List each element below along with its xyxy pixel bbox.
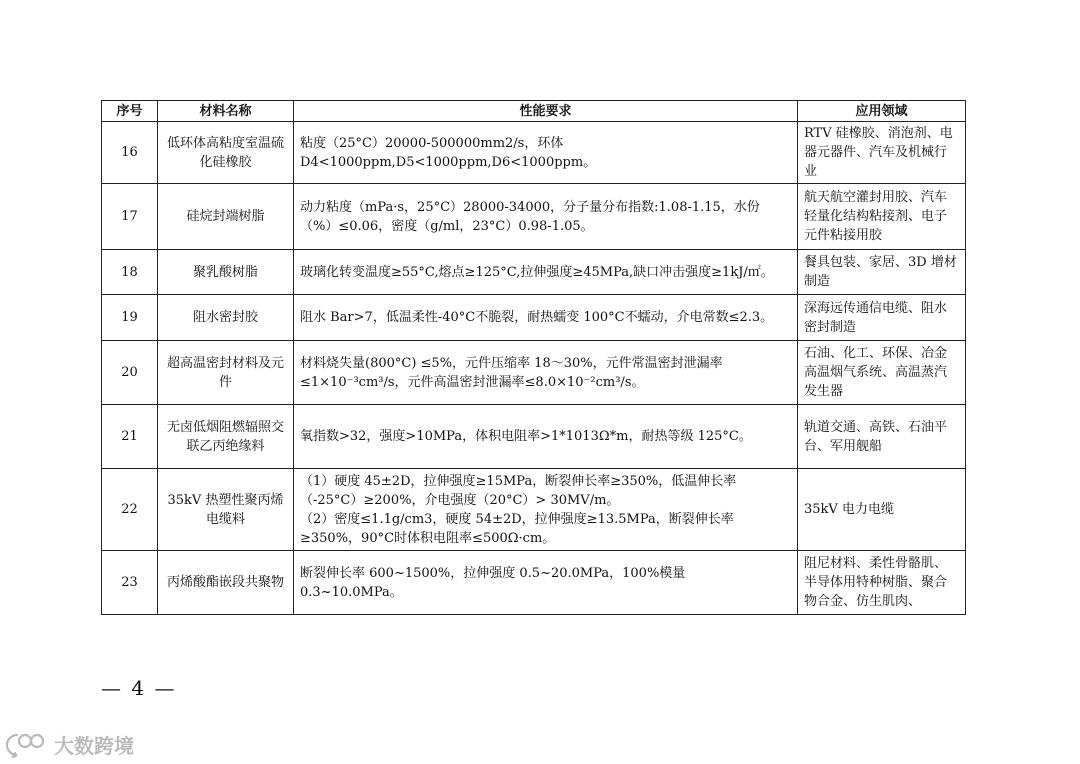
row-number: 20: [102, 341, 158, 405]
performance-text: 粘度（25°C）20000-500000mm2/s，环体: [300, 135, 564, 151]
application-field: RTV 硅橡胶、消泡剂、电器元器件、汽车及机械行业: [798, 122, 966, 184]
header-serial-number: 序号: [102, 101, 158, 122]
row-number: 23: [102, 551, 158, 615]
performance-cell: [294, 551, 798, 615]
row-number: 16: [102, 122, 158, 184]
table-header-row: [102, 101, 966, 122]
row-number: 19: [102, 295, 158, 341]
performance-text: 动力粘度（mPa·s，25°C）28000-34000，分子量分布指数:1.08-1.15，水份（%）≤0.06，密度（g/ml，23°C）0.98-1.05。: [300, 199, 760, 234]
performance-cell: [294, 184, 798, 250]
table-row: [102, 122, 966, 184]
performance-text: （1）硬度 45±2D，拉伸强度≥15MPa，断裂伸长率≥350%，低温伸长率（-25°C）≥200%，介电强度（20°C）> 30MV/m。: [300, 473, 737, 508]
performance-text: 材料烧失量(800°C) ≤5%，元件压缩率 18～30%，元件常温密封泄漏率: [300, 355, 723, 371]
material-name: 超高温密封材料及元件: [158, 341, 294, 405]
row-number: 21: [102, 405, 158, 469]
performance-cell: [294, 341, 798, 405]
performance-text: 断裂伸长率 600~1500%，拉伸强度 0.5~20.0MPa，100%模量 0.3~10.0MPa。: [300, 565, 686, 600]
material-name: 35kV 热塑性聚丙烯电缆料: [158, 469, 294, 551]
application-field: 阻尼材料、柔性骨骼肌、半导体用特种树脂、聚合物合金、仿生肌肉、: [798, 551, 966, 615]
table-row: [102, 295, 966, 341]
table-row: [102, 184, 966, 250]
material-name: 阻水密封胶: [158, 295, 294, 341]
application-field: 深海远传通信电缆、阻水密封制造: [798, 295, 966, 341]
performance-cell: [294, 469, 798, 551]
material-name: 低环体高粘度室温硫化硅橡胶: [158, 122, 294, 184]
table-row: [102, 405, 966, 469]
header-performance-requirements: 性能要求: [294, 101, 798, 122]
material-name: 聚乳酸树脂: [158, 250, 294, 295]
performance-text: ≤1×10⁻³cm³/s，元件高温密封泄漏率≤8.0×10⁻²cm³/s。: [300, 374, 645, 390]
table-row: [102, 551, 966, 615]
row-number: 22: [102, 469, 158, 551]
table-row: [102, 250, 966, 295]
performance-text: 阻水 Bar>7，低温柔性-40°C不脆裂，耐热蠕变 100°C不蠕动，介电常数≤2.3。: [300, 310, 774, 325]
header-material-name: 材料名称: [158, 101, 294, 122]
header-application-field: 应用领域: [798, 101, 966, 122]
performance-text: 氧指数>32，强度>10MPa，体积电阻率>1*1013Ω*m，耐热等级 125°C。: [300, 429, 752, 444]
performance-cell: [294, 295, 798, 341]
performance-text: （2）密度≤1.1g/cm3，硬度 54±2D，拉伸强度≥13.5MPa，断裂伸长率≥350%，90°C时体积电阻率≤500Ω·cm。: [300, 511, 734, 546]
table-row: [102, 341, 966, 405]
material-name: 无卤低烟阻燃辐照交联乙丙绝缘料: [158, 405, 294, 469]
application-field: 航天航空灌封用胶、汽车轻量化结构粘接剂、电子元件粘接用胶: [798, 184, 966, 250]
row-number: 18: [102, 250, 158, 295]
application-field: 轨道交通、高铁、石油平台、军用舰船: [798, 405, 966, 469]
performance-cell: [294, 405, 798, 469]
material-name: 硅烷封端树脂: [158, 184, 294, 250]
performance-text: D4<1000ppm,D5<1000ppm,D6<1000ppm。: [300, 154, 597, 170]
watermark-text: 大数跨境: [54, 734, 134, 758]
application-field: 餐具包装、家居、3D 增材制造: [798, 250, 966, 295]
application-field: 石油、化工、环保、冶金高温烟气系统、高温蒸汽发生器: [798, 341, 966, 405]
watermark: [4, 730, 134, 759]
chat-bubbles-logo-icon: [4, 732, 50, 758]
performance-cell: [294, 122, 798, 184]
materials-table: [101, 100, 966, 615]
page-number: — 4 —: [101, 676, 177, 700]
table-row: [102, 469, 966, 551]
performance-text: 玻璃化转变温度≥55°C,熔点≥125°C,拉伸强度≥45MPa,缺口冲击强度≥1kJ/㎡。: [300, 264, 774, 280]
material-name: 丙烯酸酯嵌段共聚物: [158, 551, 294, 615]
application-field: 35kV 电力电缆: [798, 469, 966, 551]
performance-cell: [294, 250, 798, 295]
row-number: 17: [102, 184, 158, 250]
